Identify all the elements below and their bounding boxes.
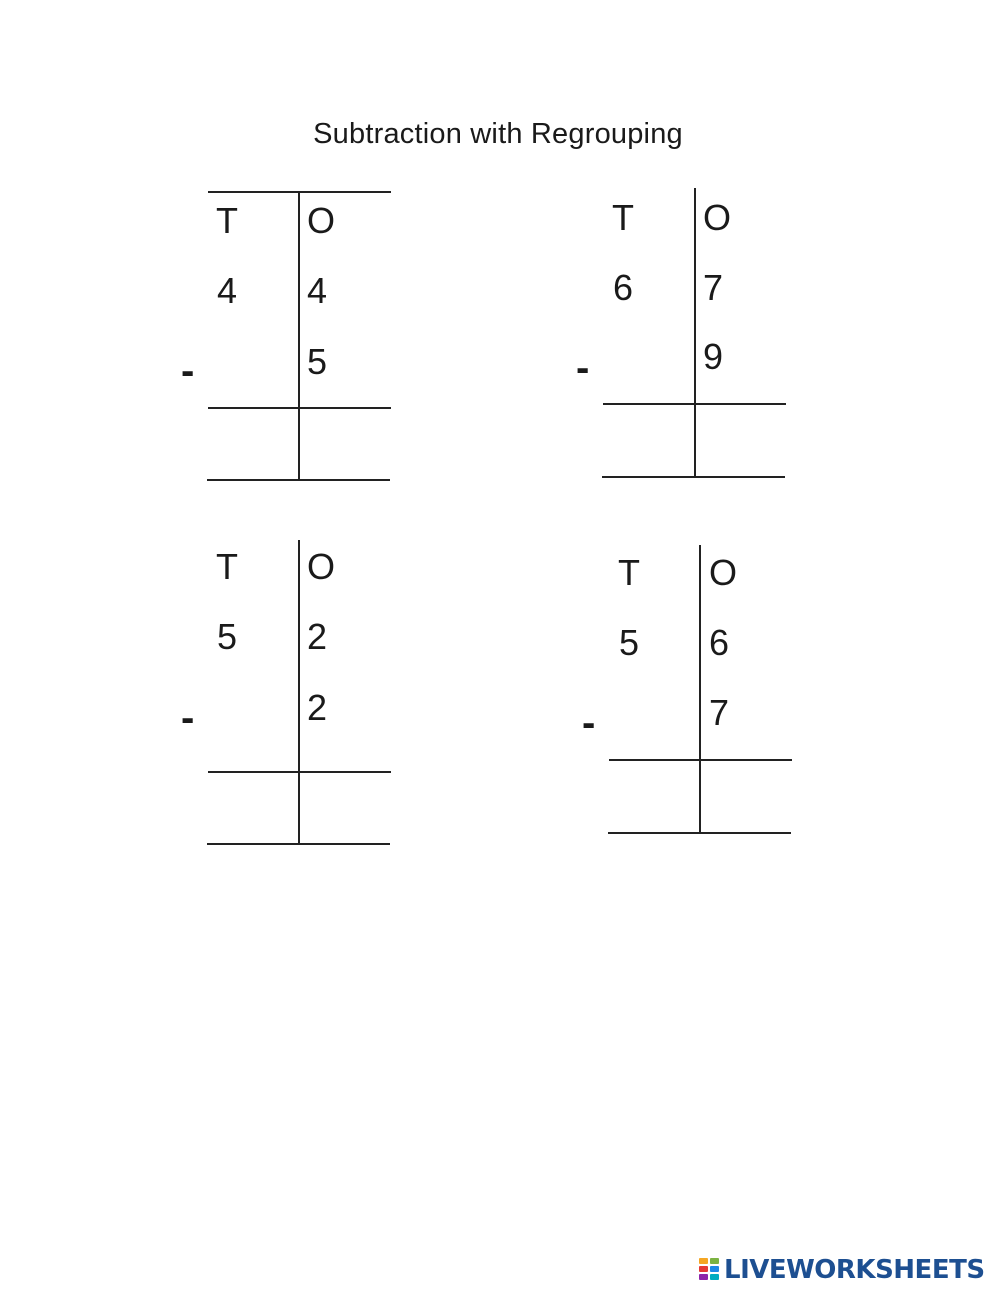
ones-header: O	[307, 200, 336, 241]
top-tens-digit: 5	[217, 616, 238, 657]
bottom-rule	[207, 843, 390, 845]
tens-header: T	[612, 197, 634, 238]
liveworksheets-logo	[699, 1256, 985, 1284]
answer-ones-box[interactable]	[300, 773, 390, 843]
bottom-ones-digit: 7	[709, 692, 730, 733]
answer-tens-box[interactable]	[609, 761, 698, 831]
top-ones-digit: 4	[307, 270, 328, 311]
answer-ones-box[interactable]	[696, 405, 786, 475]
liveworksheets-logo-icon	[699, 1258, 721, 1282]
problem-3	[181, 540, 391, 840]
bottom-rule	[207, 479, 390, 481]
top-tens-digit: 6	[613, 267, 634, 308]
worksheet-title: Subtraction with Regrouping	[313, 118, 683, 150]
answer-tens-box[interactable]	[208, 773, 298, 843]
tens-header: T	[618, 552, 640, 593]
bottom-rule	[608, 832, 791, 834]
bottom-ones-digit: 5	[307, 341, 328, 382]
answer-ones-box[interactable]	[701, 761, 791, 831]
bottom-rule	[602, 476, 785, 478]
answer-tens-box[interactable]	[208, 409, 298, 479]
ones-header: O	[307, 546, 336, 587]
ones-header: O	[703, 197, 732, 238]
top-ones-digit: 6	[709, 622, 730, 663]
problem-2	[576, 188, 786, 488]
problem-4	[582, 545, 792, 845]
problem-1	[181, 191, 391, 491]
bottom-ones-digit: 9	[703, 336, 724, 377]
ones-header: O	[709, 552, 738, 593]
minus-sign: -	[181, 349, 195, 393]
answer-tens-box[interactable]	[603, 405, 693, 475]
top-rule	[208, 191, 391, 193]
minus-sign: -	[582, 701, 596, 745]
top-tens-digit: 5	[619, 622, 640, 663]
tens-header: T	[216, 546, 238, 587]
tens-header: T	[216, 200, 238, 241]
minus-sign: -	[181, 696, 195, 740]
top-ones-digit: 7	[703, 267, 724, 308]
minus-sign: -	[576, 346, 590, 390]
top-tens-digit: 4	[217, 270, 238, 311]
answer-ones-box[interactable]	[300, 409, 390, 479]
top-ones-digit: 2	[307, 616, 328, 657]
bottom-ones-digit: 2	[307, 687, 328, 728]
logo-text: LIVEWORKSHEETS	[724, 1255, 985, 1285]
